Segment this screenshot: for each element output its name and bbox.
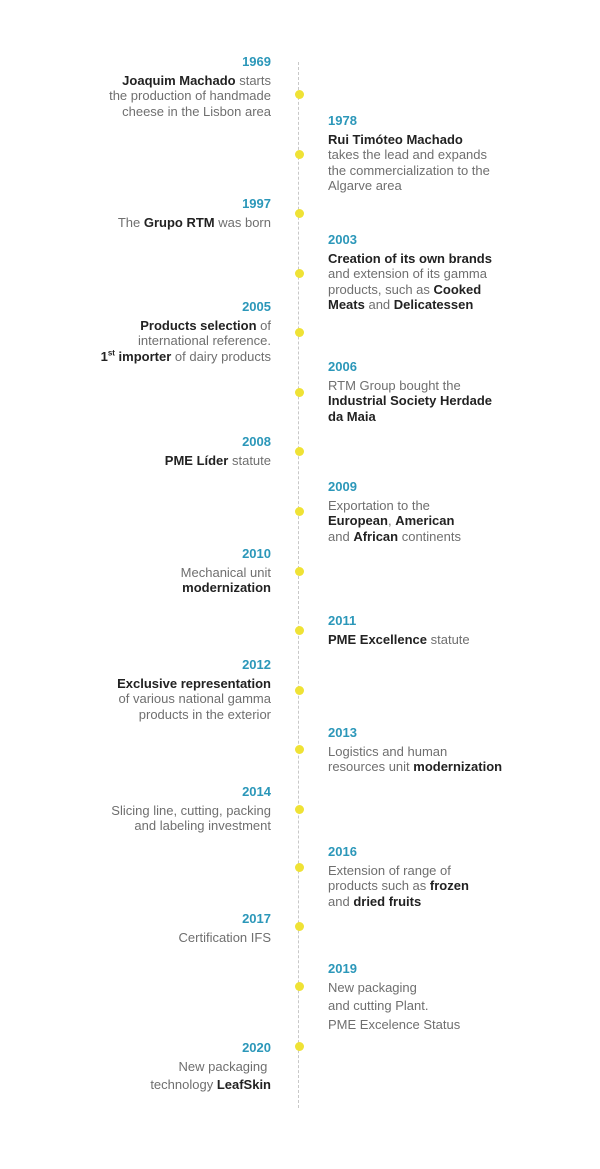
timeline-entry-2009 (328, 479, 461, 544)
entry-bold: Joaquim Machado (122, 72, 236, 88)
entry-text: the commercialization to the (328, 162, 490, 178)
entry-year: 1969 (242, 54, 271, 69)
timeline-entry-2006 (328, 359, 492, 424)
timeline-dot (295, 507, 304, 516)
timeline-entry-2020 (150, 1040, 271, 1093)
entry-text: resources unit (328, 759, 414, 774)
entry-text: Mechanical unit (180, 564, 271, 580)
entry-text: New packaging (178, 1058, 271, 1074)
entry-year: 2017 (242, 911, 271, 926)
entry-text: technology (150, 1077, 217, 1092)
timeline-dot (295, 328, 304, 337)
timeline-dot (295, 805, 304, 814)
entry-text: products, such as (328, 281, 434, 297)
entry-text: Algarve area (328, 178, 402, 193)
entry-bold: Industrial Society Herdade (328, 393, 492, 408)
entry-text: and labeling investment (134, 818, 271, 833)
timeline-dot (295, 982, 304, 991)
timeline-entry-2014 (111, 784, 271, 834)
timeline-entry-1969 (109, 54, 271, 119)
timeline-entry-2003 (328, 232, 492, 313)
entry-text: starts (235, 72, 271, 88)
entry-year: 2009 (328, 479, 357, 494)
entry-text: The (117, 214, 144, 230)
entry-bold: Cooked (433, 281, 482, 297)
entry-bold: African (353, 528, 399, 544)
timeline-dot (295, 447, 304, 456)
entry-bold: modernization (413, 759, 503, 774)
entry-text: PME Excelence Status (328, 1016, 461, 1032)
entry-text: of dairy products (171, 348, 271, 364)
entry-year: 2019 (328, 961, 357, 976)
entry-bold: modernization (182, 580, 271, 595)
timeline-dot (295, 626, 304, 635)
entry-text: of various national gamma (118, 691, 271, 706)
entry-text: RTM Group bought the (328, 377, 461, 393)
entry-bold: da Maia (328, 408, 376, 424)
timeline-entry-2017 (179, 911, 271, 945)
entry-text: statute (427, 631, 470, 647)
entry-bold: Products selection (140, 317, 257, 333)
entry-text: , (387, 513, 396, 528)
entry-text: Logistics and human (328, 743, 448, 759)
entry-bold: frozen (429, 878, 469, 893)
entry-text: of (256, 317, 271, 333)
entry-year: 2013 (328, 725, 357, 740)
timeline-dot (295, 745, 304, 754)
entry-text: continents (398, 528, 461, 544)
entry-bold: Exclusive representation (117, 675, 271, 691)
timeline-dot (295, 863, 304, 872)
entry-bold: dried fruits (353, 893, 422, 909)
timeline-dot (295, 567, 304, 576)
timeline-dot (295, 269, 304, 278)
timeline-entry-2008 (165, 434, 271, 468)
entry-text: statute (228, 452, 271, 468)
entry-year: 2008 (242, 434, 271, 449)
timeline-entry-2011 (328, 613, 470, 647)
timeline-dot (295, 686, 304, 695)
entry-bold: PME Líder (164, 452, 229, 468)
entry-year: 2005 (242, 299, 271, 314)
entry-text: products in the exterior (138, 706, 271, 722)
timeline-entry-2005 (101, 299, 271, 364)
entry-text: Slicing line, cutting, packing (111, 802, 271, 818)
entry-text: takes the lead and expands (328, 147, 488, 162)
entry-superscript: st (107, 348, 115, 358)
entry-year: 2020 (242, 1040, 271, 1055)
timeline-dot (295, 1042, 304, 1051)
entry-year: 2011 (328, 613, 357, 628)
entry-bold: PME Excellence (328, 631, 427, 647)
timeline-entry-2012 (117, 657, 271, 722)
timeline-dot (295, 90, 304, 99)
entry-year: 2006 (328, 359, 357, 374)
entry-text: and (364, 297, 394, 312)
entry-text: products such as (328, 878, 430, 893)
entry-text: and (328, 528, 354, 544)
timeline-entry-1978 (328, 113, 490, 194)
entry-text: was born (214, 214, 271, 230)
entry-bold: Delicatessen (393, 297, 474, 312)
entry-year: 1978 (328, 113, 357, 128)
entry-bold: European (328, 513, 388, 528)
entry-bold: 1 (100, 348, 108, 364)
entry-year: 2014 (242, 784, 271, 799)
timeline-dot (295, 209, 304, 218)
timeline-entry-2016 (328, 844, 469, 909)
entry-bold: American (395, 513, 455, 528)
entry-year: 2003 (328, 232, 357, 247)
entry-text: cheese in the Lisbon area (122, 103, 271, 119)
entry-bold: Meats (328, 297, 365, 312)
entry-year: 2012 (242, 657, 271, 672)
timeline-dot (295, 922, 304, 931)
timeline-entry-2010 (181, 546, 271, 596)
entry-text: Exportation to the (328, 497, 430, 513)
entry-year: 1997 (242, 196, 271, 211)
entry-text: the production of handmade (109, 88, 271, 103)
entry-text: and cutting Plant. (328, 998, 429, 1013)
timeline-entry-1997 (118, 196, 271, 230)
entry-text: and extension of its gamma (328, 266, 487, 281)
entry-bold: importer (114, 348, 172, 364)
timeline-entry-2019 (328, 961, 460, 1032)
timeline-entry-2013 (328, 725, 502, 775)
entry-bold: Rui Timóteo Machado (328, 131, 463, 147)
entry-year: 2010 (242, 546, 271, 561)
entry-text: New packaging (328, 979, 417, 995)
entry-text: Extension of range of (328, 862, 451, 878)
entry-text: international reference. (138, 333, 271, 348)
entry-text: Certification IFS (178, 929, 271, 945)
timeline-dot (295, 150, 304, 159)
entry-text: and (328, 893, 354, 909)
timeline-dot (295, 388, 304, 397)
entry-bold: Creation of its own brands (328, 250, 492, 266)
entry-bold: Grupo RTM (143, 214, 215, 230)
timeline-line (298, 62, 299, 1108)
entry-bold: LeafSkin (216, 1077, 271, 1092)
entry-year: 2016 (328, 844, 357, 859)
